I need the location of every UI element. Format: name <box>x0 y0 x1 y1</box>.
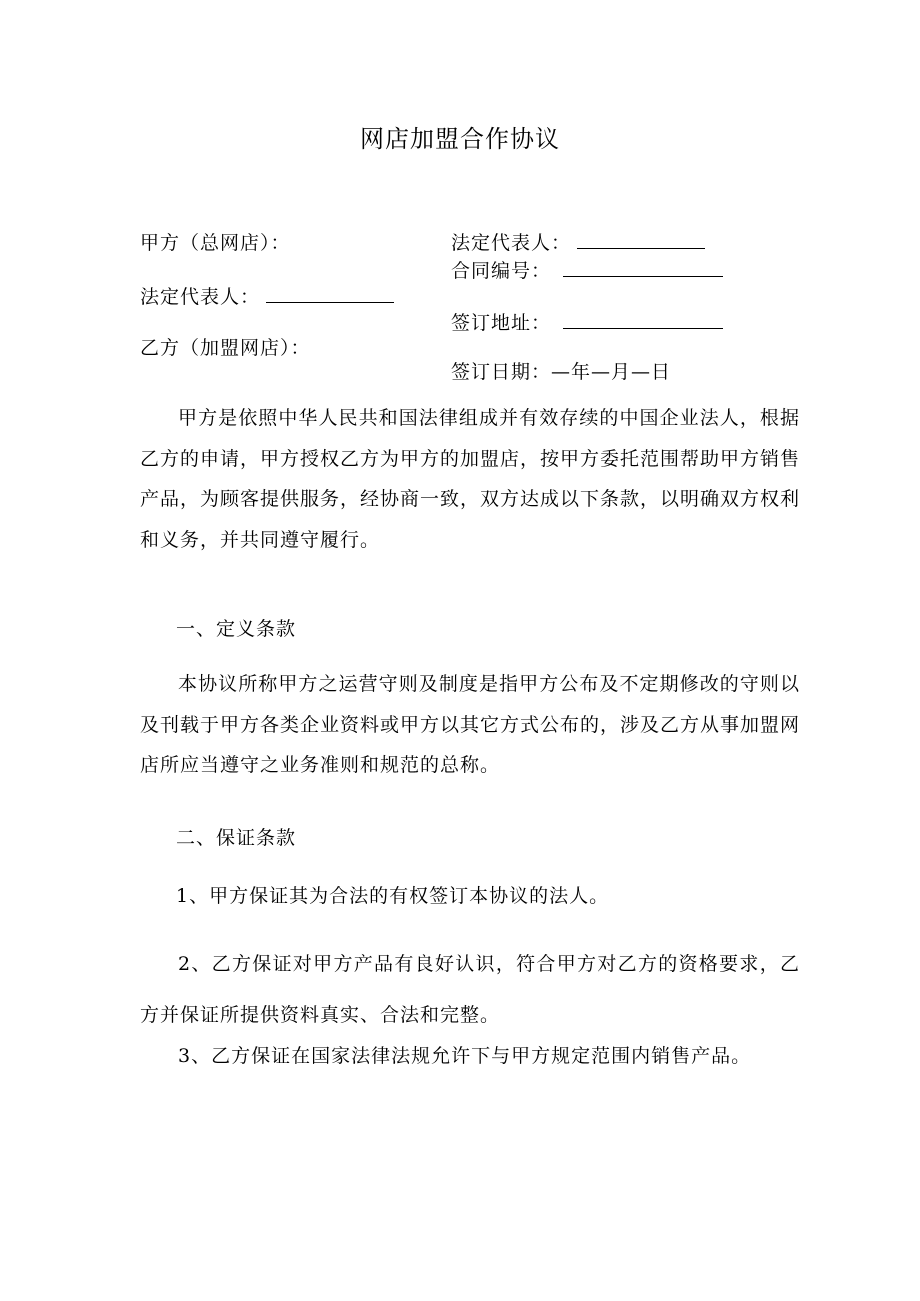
sign-place-blank <box>563 312 723 329</box>
contract-no-label: 合同编号： <box>451 260 552 282</box>
section1-body: 本协议所称甲方之运营守则及制度是指甲方公布及不定期修改的守则以及刊载于甲方各类企业资料或甲方以其它方式公布的，涉及乙方从事加盟网店所应当遵守之业务准则和规范的总称。 <box>140 673 801 776</box>
section2-item1: 1、甲方保证其为合法的有权签订本协议的法人。 <box>176 885 610 907</box>
legal-rep-right-blank <box>577 232 705 249</box>
section2-item3: 3、乙方保证在国家法律法规允许下与甲方规定范围内销售产品。 <box>178 1045 752 1067</box>
contract-no-blank <box>563 260 723 277</box>
section2-heading: 二、保证条款 <box>176 827 297 849</box>
legal-rep-right-row <box>451 231 705 255</box>
section1-heading: 一、定义条款 <box>176 618 297 640</box>
section2-item2: 2、乙方保证对甲方产品有良好认识，符合甲方对乙方的资格要求，乙方并保证所提供资料真实、合法和完整。 <box>140 953 800 1026</box>
legal-rep-left-label: 法定代表人： <box>140 286 261 308</box>
legal-rep-left-row <box>140 285 394 309</box>
sign-place-label: 签订地址： <box>451 312 552 334</box>
legal-rep-left-blank <box>266 286 394 303</box>
document-title: 网店加盟合作协议 <box>360 125 560 153</box>
party-b-label: 乙方（加盟网店）： <box>140 337 311 359</box>
sign-date-label: 签订日期：—年—月—日 <box>451 361 672 383</box>
sign-place-row <box>451 311 723 335</box>
legal-rep-right-label: 法定代表人： <box>451 232 572 254</box>
intro-paragraph: 甲方是依照中华人民共和国法律组成并有效存续的中国企业法人，根据乙方的申请，甲方授权乙方为甲方的加盟店，按甲方委托范围帮助甲方销售产品，为顾客提供服务，经协商一致，双方达成以下条款，以明确双方权利和义务，并共同遵守履行。 <box>140 407 801 551</box>
party-a-label: 甲方（总网店）： <box>140 232 291 254</box>
contract-no-row <box>451 259 723 283</box>
